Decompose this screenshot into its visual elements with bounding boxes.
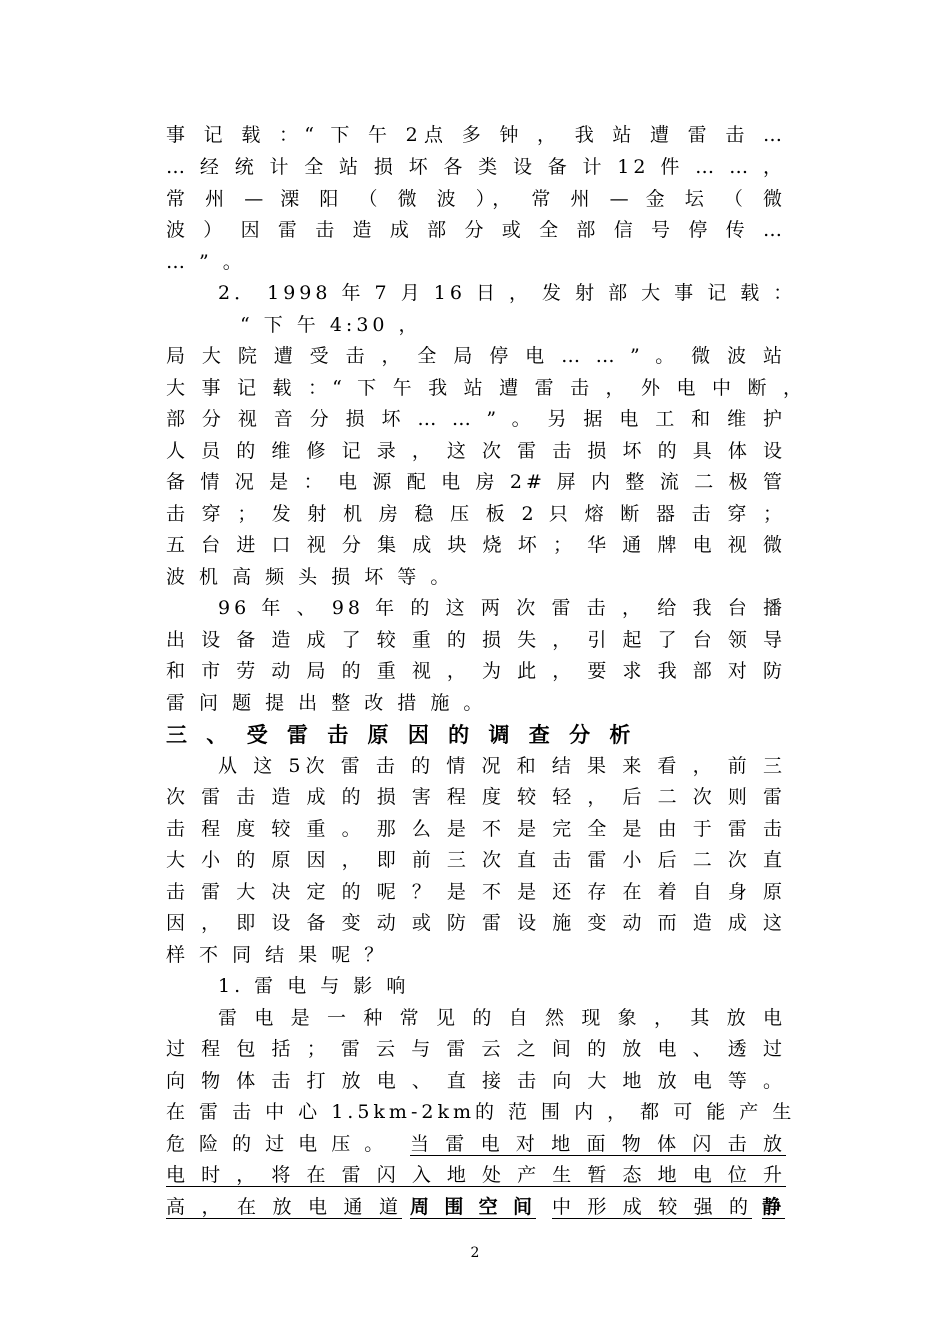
text-line: 波 机 高 频 头 损 坏 等 。 [166, 566, 454, 588]
text-line: 击 雷 大 决 定 的 呢 ？ 是 不 是 还 存 在 着 自 身 原 [166, 881, 786, 903]
text-line: … 经 统 计 全 站 损 坏 各 类 设 备 计 12 件 … … ， [166, 156, 786, 178]
text-line: 大 小 的 原 因 ， 即 前 三 次 直 击 雷 小 后 二 次 直 [166, 849, 786, 871]
text-line: 危 险 的 过 电 压 。 [166, 1133, 388, 1155]
text-line: 常 州 — 溧 阳 （ 微 波 ）， 常 州 — 金 坛 （ 微 [166, 188, 786, 210]
text-line: 备 情 况 是 ： 电 源 配 电 房 2# 屏 内 整 流 二 极 管 [166, 471, 786, 493]
underlined-text: 高 ， 在 放 电 通 道 [166, 1196, 402, 1218]
text-line: 部 分 视 音 分 损 坏 … … ” 。 另 据 电 工 和 维 护 [166, 408, 786, 430]
subsection-heading: 1. 雷 电 与 影 响 [218, 975, 410, 997]
bold-underlined-text: 周 围 空 间 [410, 1196, 536, 1218]
text-line: 样 不 同 结 果 呢 ？ [166, 944, 388, 966]
text-line: 过 程 包 括 ； 雷 云 与 雷 云 之 间 的 放 电 、 透 过 [166, 1038, 786, 1060]
text-line: 次 雷 击 造 成 的 损 害 程 度 较 轻 ， 后 二 次 则 雷 [166, 786, 786, 808]
underlined-text: 中 形 成 较 强 的 [552, 1196, 752, 1218]
text-line: 在 雷 击 中 心 1.5km-2km的 范 围 内 ， 都 可 能 产 生 [166, 1101, 796, 1123]
text-line: “ 下 午 4:30 ， [240, 314, 422, 336]
text-line: 雷 问 题 提 出 整 改 措 施 。 [166, 692, 487, 714]
underlined-text: 电 时 ， 将 在 雷 闪 入 地 处 产 生 暂 态 地 电 位 升 [166, 1164, 786, 1186]
text-line: 击 程 度 较 重 。 那 么 是 不 是 完 全 是 由 于 雷 击 [166, 818, 786, 840]
section-heading: 三 、 受 雷 击 原 因 的 调 查 分 析 [166, 723, 637, 747]
text-line: 96 年 、 98 年 的 这 两 次 雷 击 ， 给 我 台 播 [218, 597, 786, 619]
text-line: 2． 1998 年 7 月 16 日 ， 发 射 部 大 事 记 载 ： [218, 282, 797, 304]
text-line: 和 市 劳 动 局 的 重 视 ， 为 此 ， 要 求 我 部 对 防 [166, 660, 786, 682]
text-line: 因 ， 即 设 备 变 动 或 防 雷 设 施 变 动 而 造 成 这 [166, 912, 786, 934]
text-line: 五 台 进 口 视 分 集 成 块 烧 坏 ； 华 通 牌 电 视 微 [166, 534, 786, 556]
text-line: 局 大 院 遭 受 击 ， 全 局 停 电 … … ” 。 微 波 站 [166, 345, 786, 367]
text-line: 击 穿 ； 发 射 机 房 稳 压 板 2 只 熔 断 器 击 穿 ； [166, 503, 786, 525]
text-line: 从 这 5次 雷 击 的 情 况 和 结 果 来 看 ， 前 三 [218, 755, 786, 777]
bold-underlined-text: 静 [762, 1196, 786, 1218]
text-line: 波 ） 因 雷 击 造 成 部 分 或 全 部 信 号 停 传 … [166, 219, 786, 241]
text-line: 向 物 体 击 打 放 电 、 直 接 击 向 大 地 放 电 等 。 [166, 1070, 786, 1092]
text-line: … ” 。 [166, 251, 246, 273]
page-number: 2 [470, 1245, 480, 1261]
underlined-text: 当 雷 电 对 地 面 物 体 闪 击 放 [410, 1133, 786, 1155]
text-line: 雷 电 是 一 种 常 见 的 自 然 现 象 ， 其 放 电 [218, 1007, 786, 1029]
text-line: 人 员 的 维 修 记 录 ， 这 次 雷 击 损 坏 的 具 体 设 [166, 440, 786, 462]
text-line: 大 事 记 载 ：“ 下 午 我 站 遭 雷 击 ， 外 电 中 断 ， [166, 377, 806, 399]
text-line: 出 设 备 造 成 了 较 重 的 损 失 ， 引 起 了 台 领 导 [166, 629, 786, 651]
text-line: 事 记 载 ：“ 下 午 2点 多 钟 ， 我 站 遭 雷 击 … [166, 124, 786, 146]
